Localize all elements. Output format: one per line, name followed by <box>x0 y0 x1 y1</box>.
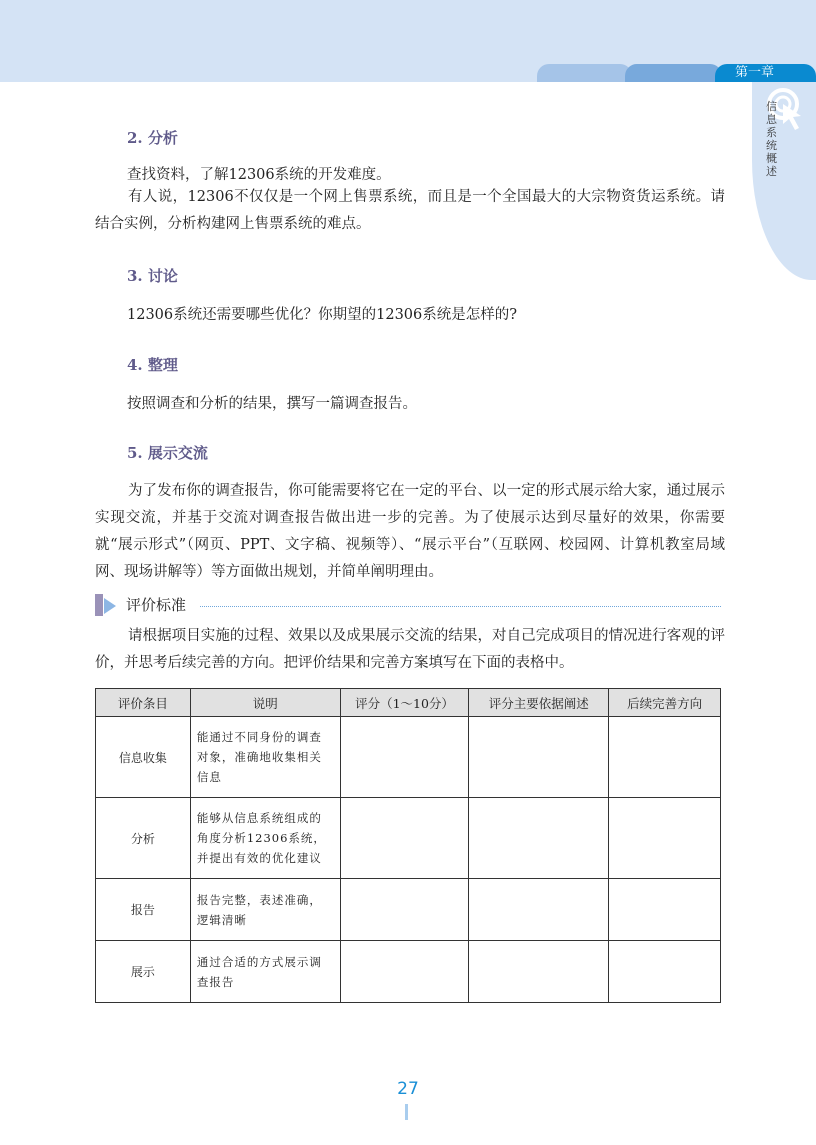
desc-cell: 报告完整，表述准确，逻辑清晰 <box>190 879 340 941</box>
section-title: 2. 分析 <box>127 129 178 147</box>
improve-cell[interactable] <box>609 941 721 1003</box>
criteria-title: 评价标准 <box>126 596 187 614</box>
chapter-tab <box>625 64 722 82</box>
score-cell[interactable] <box>340 879 469 941</box>
column-header: 评价条目 <box>96 689 191 717</box>
item-cell: 信息收集 <box>96 717 191 798</box>
criteria-heading <box>95 592 721 618</box>
divider <box>200 606 721 607</box>
basis-cell[interactable] <box>469 941 609 1003</box>
item-cell: 分析 <box>96 798 191 879</box>
improve-cell[interactable] <box>609 879 721 941</box>
column-header: 后续完善方向 <box>609 689 721 717</box>
paragraph: 为了发布你的调查报告，你可能需要将它在一定的平台、以一定的形式展示给大家，通过展示实现交流，并基于交流对调查报告做出进一步的完善。为了使展示达到尽量好的效果，你需要就“展示形式”（网页、PPT、文字稿、视频等）、“展示平台”（互联网、校园网、计算机教室局域网、现场讲解等）等方面做出规划，并简单阐明理由。 <box>95 483 725 580</box>
desc-cell: 能够从信息系统组成的角度分析12306系统，并提出有效的优化建议 <box>190 798 340 879</box>
table-row <box>96 798 721 879</box>
heading-triangle-icon <box>104 598 116 614</box>
desc-cell: 通过合适的方式展示调查报告 <box>190 941 340 1003</box>
table-row <box>96 941 721 1003</box>
score-cell[interactable] <box>340 941 469 1003</box>
item-cell: 展示 <box>96 941 191 1003</box>
paragraph: 按照调查和分析的结果，撰写一篇调查报告。 <box>127 396 417 412</box>
paragraph: 请根据项目实施的过程、效果以及成果展示交流的结果，对自己完成项目的情况进行客观的评价，并思考后续完善的方向。把评价结果和完善方案填写在下面的表格中。 <box>95 628 725 671</box>
score-cell[interactable] <box>340 798 469 879</box>
section-title: 5. 展示交流 <box>127 444 208 462</box>
table-row <box>96 879 721 941</box>
basis-cell[interactable] <box>469 798 609 879</box>
page-marker <box>405 1104 408 1120</box>
paragraph: 12306系统还需要哪些优化？你期望的12306系统是怎样的? <box>127 307 518 323</box>
section-title: 3. 讨论 <box>127 267 178 285</box>
column-header: 评分（1～10分） <box>340 689 469 717</box>
column-header: 评分主要依据阐述 <box>469 689 609 717</box>
score-cell[interactable] <box>340 717 469 798</box>
basis-cell[interactable] <box>469 879 609 941</box>
desc-cell: 能通过不同身份的调查对象，准确地收集相关信息 <box>190 717 340 798</box>
section-title: 4. 整理 <box>127 356 178 374</box>
chapter-tab-current: 第一章 <box>715 64 816 82</box>
table-row <box>96 717 721 798</box>
improve-cell[interactable] <box>609 798 721 879</box>
column-header: 说明 <box>190 689 340 717</box>
evaluation-table <box>95 688 721 1003</box>
chapter-tab <box>537 64 632 82</box>
item-cell: 报告 <box>96 879 191 941</box>
heading-bar-icon <box>95 594 103 616</box>
side-title: 信息系统概述 <box>766 100 777 178</box>
basis-cell[interactable] <box>469 717 609 798</box>
improve-cell[interactable] <box>609 717 721 798</box>
paragraph: 查找资料，了解12306系统的开发难度。 <box>127 167 391 183</box>
paragraph: 有人说，12306不仅仅是一个网上售票系统，而且是一个全国最大的大宗物资货运系统。请结合实例，分析构建网上售票系统的难点。 <box>95 189 725 232</box>
table-header-row <box>96 689 721 717</box>
page-number: 27 <box>397 1079 419 1099</box>
